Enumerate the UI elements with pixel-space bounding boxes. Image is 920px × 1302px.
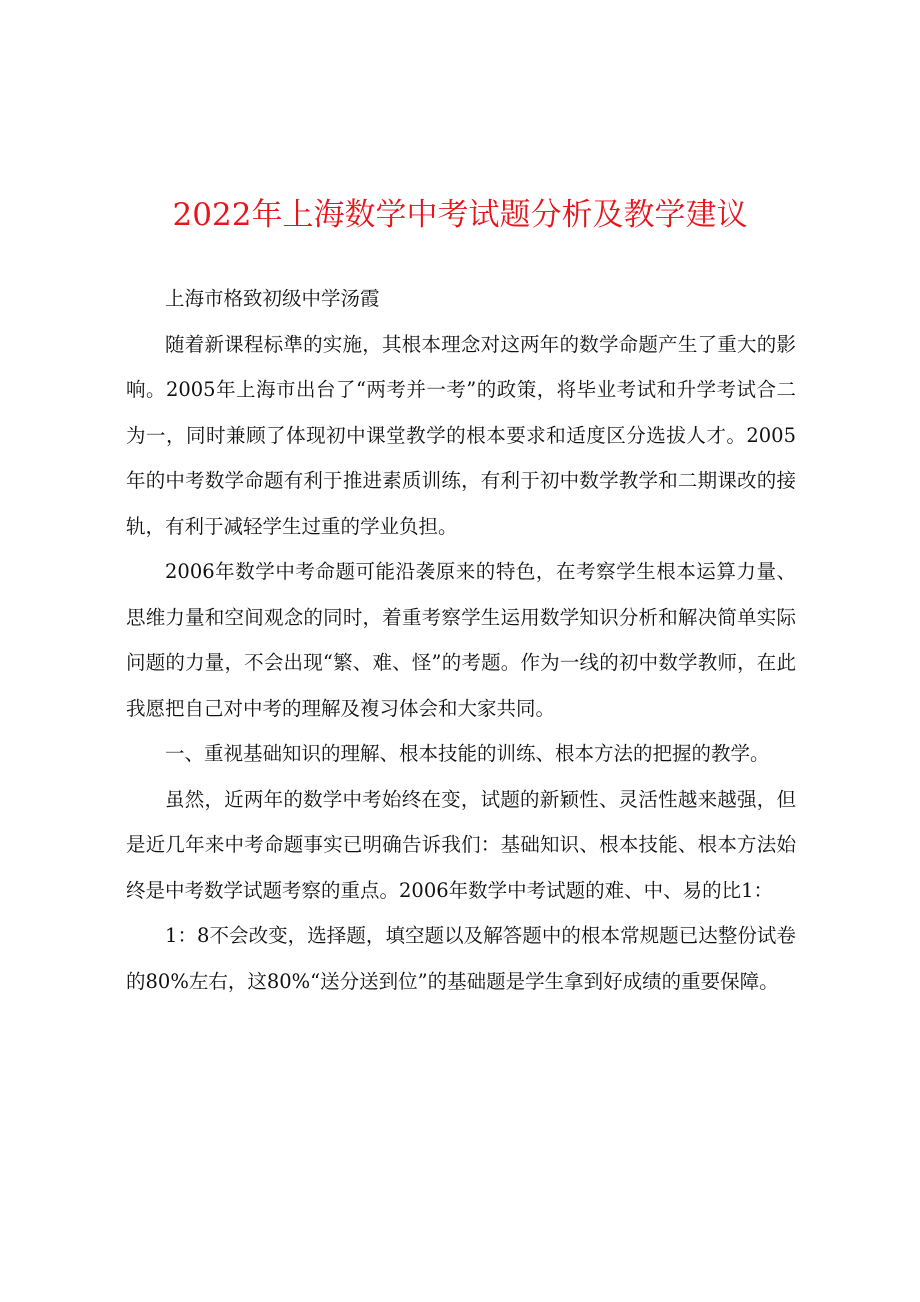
document-body	[126, 276, 796, 1004]
section-heading-1: 一、重视基础知识的理解、根本技能的训练、根本方法的把握的教学。	[165, 742, 770, 765]
paragraph-2: 2006年数学中考命题可能沿袭原来的特色，在考察学生根本运算力量、思维力量和空间观念的同时，着重考察学生运用数学知识分析和解决简单实际问题的力量，不会出现“繁、难、怪”的考题。作为一线的初中数学教师，在此我愿把自己对中考的理解及複习体会和大家共同。	[126, 560, 796, 720]
author-line: 上海市格致初级中学汤霞	[165, 287, 380, 310]
paragraph-4: 1：8不会改变，选择题，填空题以及解答题中的根本常规题已达整份试卷的80%左右，这80%“送分送到位”的基础题是学生拿到好成绩的重要保障。	[126, 924, 796, 993]
paragraph-1: 随着新课程标準的实施，其根本理念对这两年的数学命题产生了重大的影响。2005年上海市出台了“两考并一考”的政策，将毕业考试和升学考试合二为一，同时兼顾了体现初中课堂教学的根本要求和适度区分选拔人才。2005年的中考数学命题有利于推进素质训练，有利于初中数学教学和二期课改的接轨，有利于减轻学生过重的学业负担。	[126, 332, 796, 538]
document-title: 2022年上海数学中考试题分析及教学建议	[172, 197, 748, 233]
paragraph-3: 虽然，近两年的数学中考始终在变，试题的新颖性、灵活性越来越强，但是近几年来中考命题事实已明确告诉我们：基础知识、根本技能、根本方法始终是中考数学试题考察的重点。2006年数学中考试题的难、中、易的比1：	[126, 787, 796, 902]
